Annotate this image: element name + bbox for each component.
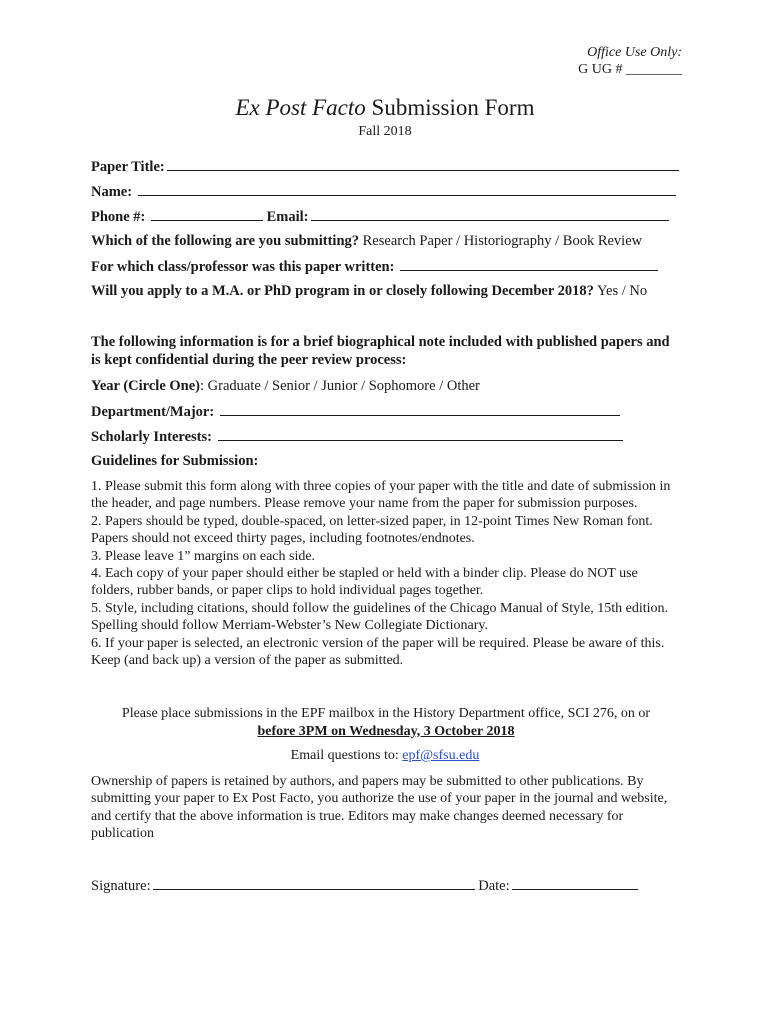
name-row — [91, 181, 681, 206]
submitter-fields — [91, 156, 681, 306]
phone-line — [151, 206, 263, 221]
signature-label: Signature: — [91, 878, 151, 894]
signature-line — [153, 875, 475, 890]
guideline-item: 5. Style, including citations, should follow the guidelines of the Chicago Manual of Style, 15th edition. Spelling should follow Merriam-Webster’s New Collegiate Dictionary. — [91, 600, 669, 634]
class-question: For which class/professor was this paper written: — [91, 259, 395, 275]
class-line — [400, 256, 658, 271]
department-line — [220, 401, 620, 416]
year-label: Year (Circle One) — [91, 378, 200, 394]
signature-row — [91, 875, 638, 896]
office-use-box — [578, 44, 682, 78]
department-row — [91, 401, 681, 426]
phone-label: Phone #: — [91, 209, 146, 225]
phone-email-row — [91, 206, 681, 231]
email-line — [311, 206, 669, 221]
submitting-options: Research Paper / Historiography / Book Review — [359, 233, 643, 249]
interests-row — [91, 426, 681, 451]
email-label: Email: — [266, 209, 309, 225]
guideline-item: 1. Please submit this form along with three copies of your paper with the title and date of submission in the header, and page numbers. Please remove your name from the paper for submission purposes. — [91, 479, 671, 512]
guideline-item: 6. If your paper is selected, an electronic version of the paper will be required. Please be aware of this. Keep (and back up) a version of the paper as submitted. — [91, 635, 665, 669]
contact-email-link[interactable]: epf@sfsu.edu — [402, 748, 480, 763]
ownership-statement: Ownership of papers is retained by authors, and papers may be submitted to other publications. By submitting your paper to Ex Post Facto, you authorize the use of your paper in the journal and website, and certify that the above information is true. Editors may make changes deemed necessary for publication — [91, 774, 668, 842]
form-term: Fall 2018 — [358, 124, 412, 139]
apply-row — [91, 281, 681, 306]
submission-deadline: before 3PM on Wednesday, 3 October 2018 — [257, 723, 515, 739]
form-title-rest: Submission Form — [365, 95, 535, 120]
paper-title-label: Paper Title: — [91, 159, 165, 175]
name-line — [138, 181, 676, 196]
bio-fields — [91, 376, 681, 451]
submitting-row — [91, 231, 681, 256]
year-row — [91, 376, 681, 401]
class-row — [91, 256, 681, 281]
gug-number: G UG # ________ — [578, 62, 682, 77]
interests-line — [218, 426, 623, 441]
email-questions-label: Email questions to: — [290, 748, 403, 763]
form-title-journal: Ex Post Facto — [235, 95, 366, 120]
guidelines-heading: Guidelines for Submission: — [91, 453, 259, 469]
form-title — [0, 94, 770, 122]
guideline-item: 2. Papers should be typed, double-spaced, on letter-sized paper, in 12-point Times New Roman font. Papers should not exceed thirty pages, including footnotes/endnotes. — [91, 513, 653, 547]
submitting-question: Which of the following are you submitting? — [91, 233, 360, 249]
guidelines-list — [91, 478, 681, 669]
submission-instructions — [91, 705, 681, 740]
office-use-label: Office Use Only: — [587, 45, 682, 60]
department-label: Department/Major: — [91, 404, 215, 420]
guideline-item: 4. Each copy of your paper should either be stapled or held with a binder clip. Please do NOT use folders, rubber bands, or paper clips to hold individual pages together. — [91, 566, 638, 599]
apply-options: Yes / No — [593, 283, 648, 299]
paper-title-row — [91, 156, 681, 181]
guideline-item: 3. Please leave 1” margins on each side. — [91, 548, 316, 564]
paper-title-line — [167, 156, 679, 171]
date-line — [512, 875, 638, 890]
bio-intro: The following information is for a brief biographical note included with published papers and is kept confidential during the peer review process: — [91, 334, 670, 368]
date-label: Date: — [478, 878, 510, 894]
email-questions — [0, 747, 770, 765]
year-options: : Graduate / Senior / Junior / Sophomore / Other — [199, 378, 480, 394]
name-label: Name: — [91, 184, 133, 200]
apply-question: Will you apply to a M.A. or PhD program in or closely following December 2018? — [91, 283, 594, 299]
submission-place: Please place submissions in the EPF mailbox in the History Department office, SCI 276, on or — [121, 706, 651, 721]
interests-label: Scholarly Interests: — [91, 429, 212, 445]
